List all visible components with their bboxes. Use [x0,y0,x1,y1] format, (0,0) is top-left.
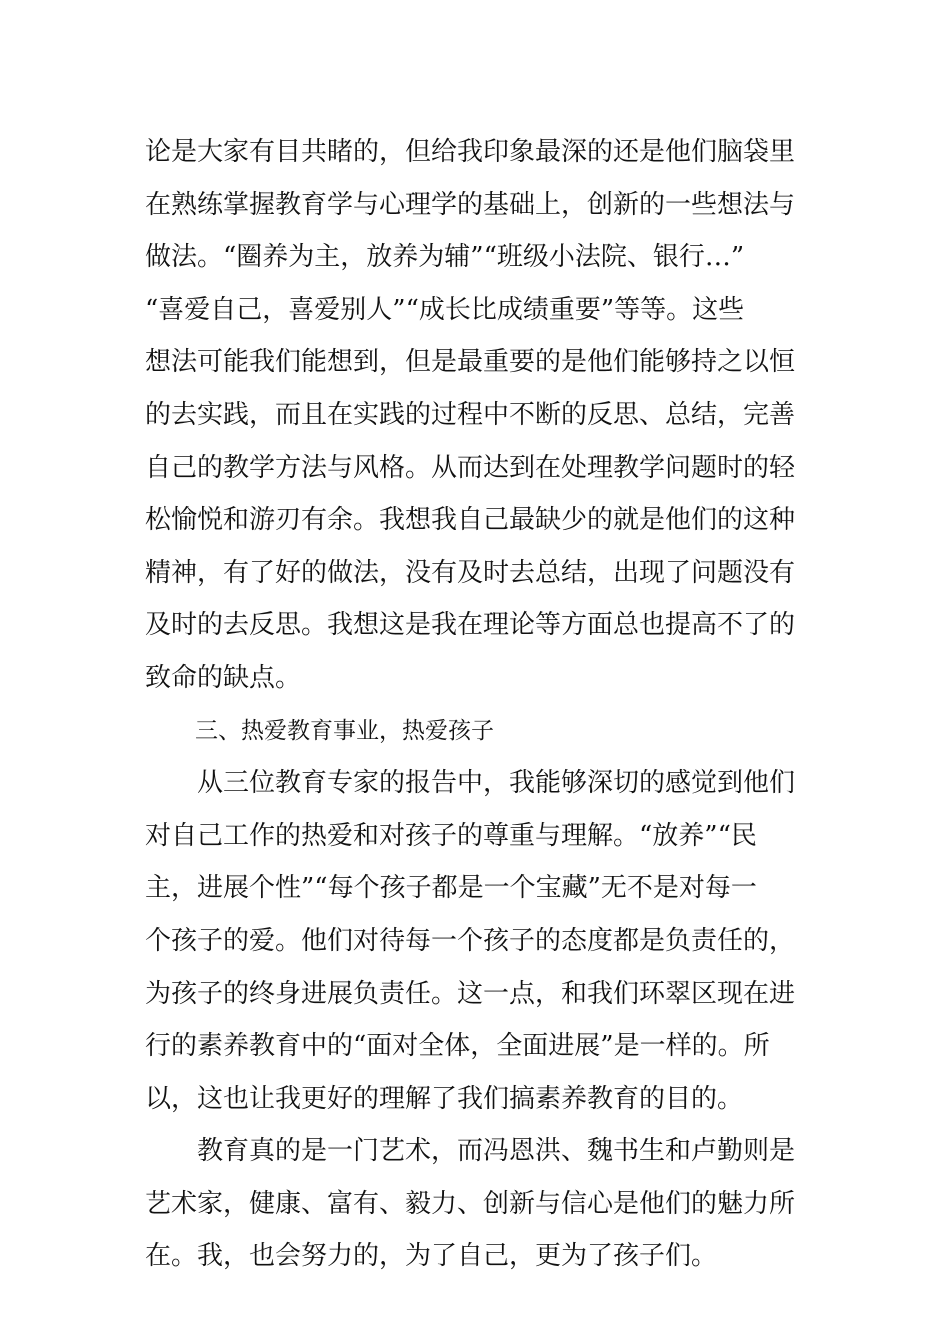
text-line: 松愉悦和游刃有余。我想我自己最缺少的就是他们的这种 [145,505,796,536]
text-line: 在熟练掌握教育学与心理学的基础上，创新的一些想法与 [145,189,796,220]
text-line: 艺术家，健康、富有、毅力、创新与信心是他们的魅力所 [145,1188,796,1219]
text-line: 论是大家有目共睹的，但给我印象最深的还是他们脑袋里 [145,137,796,167]
text-line: 致命的缺点。 [145,662,302,693]
text-line: 以，这也让我更好的理解了我们搞素养教育的目的。 [145,1083,744,1114]
text-line: 想法可能我们能想到，但是最重要的是他们能够持之以恒 [145,347,796,378]
text-line: 精神，有了好的做法，没有及时去总结，出现了问题没有 [145,557,796,588]
text-line: 自己的教学方法与风格。从而达到在处理教学问题时的轻 [145,452,796,483]
text-line: “喜爱自己，喜爱别人”“成长比成绩重要”等等。这些 [145,294,745,325]
paragraph-first-line: 教育真的是一门艺术，而冯恩洪、魏书生和卢勤则是 [197,1136,796,1167]
text-line: 为孩子的终身进展负责任。这一点，和我们环翠区现在进 [145,978,796,1009]
text-line: 做法。“圈养为主，放养为辅”“班级小法院、银行…” [145,242,745,273]
text-line: 主，进展个性”“每个孩子都是一个宝藏”无不是对每一 [145,873,757,904]
text-line: 及时的去反思。我想这是我在理论等方面总也提高不了的 [145,610,796,641]
text-line: 行的素养教育中的“面对全体，全面进展”是一样的。所 [145,1031,770,1062]
text-line: 在。我，也会努力的，为了自己，更为了孩子们。 [145,1241,718,1272]
section-heading: 三、热爱教育事业，热爱孩子 [195,717,494,744]
text-line: 个孩子的爱。他们对待每一个孩子的态度都是负责任的， [145,925,796,956]
text-line: 的去实践，而且在实践的过程中不断的反思、总结，完善 [145,399,796,430]
paragraph-first-line: 从三位教育专家的报告中，我能够深切的感觉到他们 [197,768,796,799]
body-text [145,126,815,1283]
text-line: 对自己工作的热爱和对孩子的尊重与理解。“放养”“民 [145,820,757,851]
